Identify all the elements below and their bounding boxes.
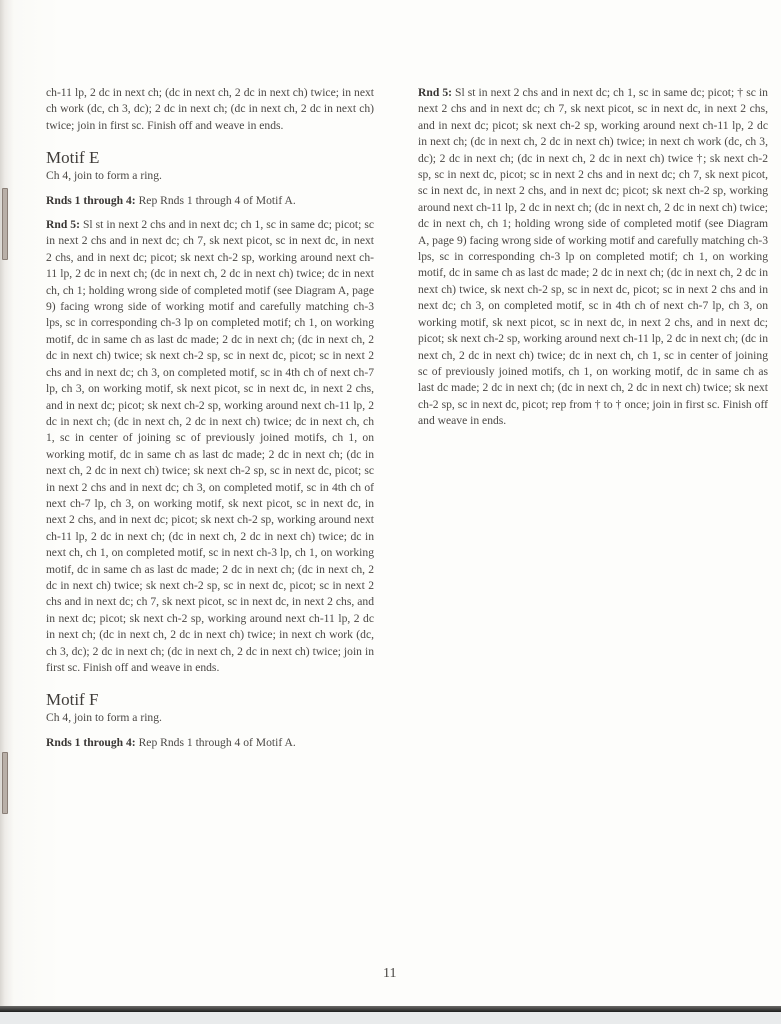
rnd5-text: Sl st in next 2 chs and in next dc; ch 1, sc in same dc; picot; † sc in next 2 chs and in next dc; ch 7, sk next picot, sc in next dc, in next 2 chs, and in next dc; picot; sk next ch-2 sp, working around next ch-11 lp, 2 dc in next ch; (dc in next ch, 2 dc in next ch) twice; in next ch work (dc, ch 3, dc); 2 dc in next ch; (dc in next ch, 2 dc in next ch) twice †; sk next ch-2 sp, sc in next dc, picot; sc in next 2 chs and in next dc; ch 7, sk next picot, sc in next dc, in next 2 chs, and in next dc; picot; sk next ch-2 sp, working around next ch-11 lp, 2 dc in next ch; (dc in next ch, 2 dc in next ch) twice; dc in next ch, ch 1; holding wrong side of completed motif (see Diagram A, page 9) facing wrong side of working motif and carefully matching ch-3 lps, sc in corresponding ch-3 lp on completed motif; ch 1, on working motif, dc in same ch as last dc made; 2 dc in next ch; (dc in next ch, 2 dc in next ch) twice, sk next ch-2 sp, sc in next dc, picot; sc in next 2 chs and in next dc; ch 3, on completed motif, sc in 4th ch of next ch-7 lp, ch 3, on working motif, sk next picot, sc in next dc, in next 2 chs, and in next dc; picot; sk next ch-2 sp, working around next ch-11 lp, 2 dc in next ch; (dc in next ch, 2 dc in next ch) twice; dc in next ch, ch 1, sc in center of joining sc of previously joined motifs, ch 1, on working motif, dc in same ch as last dc made; 2 dc in next ch; (dc in next ch, 2 dc in next ch) twice; sk next ch-2 sp, sc in next dc, picot; rep from † to † once; join in first sc. Finish off and weave in ends.	[418, 86, 768, 428]
rnds-text: Rep Rnds 1 through 4 of Motif A.	[135, 193, 296, 207]
scanner-background	[0, 1012, 781, 1024]
rnd5-label: Rnd 5:	[418, 86, 452, 99]
motif-f-ring-instruction: Ch 4, join to form a ring.	[46, 711, 162, 725]
rnds-label: Rnds 1 through 4:	[46, 735, 136, 749]
motif-e-ring-instruction: Ch 4, join to form a ring.	[46, 169, 162, 183]
motif-f-rnds-1-4	[46, 735, 374, 751]
motif-e-heading: Motif E	[46, 148, 100, 168]
staple	[2, 188, 8, 260]
rnd5-label: Rnd 5:	[46, 218, 80, 232]
right-column	[418, 85, 768, 430]
motif-f-rnd-5	[418, 85, 768, 430]
motif-f-heading: Motif F	[46, 690, 99, 710]
rnd5-text: Sl st in next 2 chs and in next dc; ch 1, sc in same dc; picot; sc in next 2 chs and in next dc; ch 7, sk next picot, sc in next dc, in next 2 chs, and in next dc; picot; sk next ch-2 sp, working around next ch-11 lp, 2 dc in next ch; (dc in next ch, 2 dc in next ch) twice; dc in next ch, ch 1; holding wrong side of completed motif (see Diagram A, page 9) facing wrong side of working motif and carefully matching ch-3 lps, sc in corresponding ch-3 lp on completed motif; ch 1, on working motif, dc in same ch as last dc made; 2 dc in next ch; (dc in next ch, 2 dc in next ch) twice; sk next ch-2 sp, sc in next dc, picot; sc in next 2 chs and in next dc; ch 3, on completed motif, sc in 4th ch of next ch-7 lp, ch 3, on working motif, sk next picot, sc in next dc, in next 2 chs, and in next dc; picot; sk next ch-2 sp, working around next ch-11 lp, 2 dc in next ch; (dc in next ch, 2 dc in next ch) twice; dc in next ch, ch 1, sc in center of joining sc of previously joined motifs, ch 1, on working motif, dc in same ch as last dc made; 2 dc in next ch; (dc in next ch, 2 dc in next ch) twice; sk next ch-2 sp, sc in next dc, picot; sc in next 2 chs and in next dc; ch 3, on completed motif, sc in 4th ch of next ch-7 lp, ch 3, on working motif, sk next picot, sc in next dc, in next 2 chs, and in next dc; picot; sk next ch-2 sp, working around next ch-11 lp, 2 dc in next ch; (dc in next ch, 2 dc in next ch) twice; dc in next ch, ch 1, on completed motif, sc in next ch-3 lp, ch 1, on working motif, dc in same ch as last dc made; 2 dc in next ch; (dc in next ch, 2 dc in next ch) twice; sk next ch-2 sp, sc in next dc, picot; sc in next 2 chs and in next dc; ch 7, sk next picot, sc in next dc, in next 2 chs, and in next dc; picot; sk next ch-2 sp, working around next ch-11 lp, 2 dc in next ch; (dc in next ch, 2 dc in next ch) twice; in next ch work (dc, ch 3, dc); 2 dc in next ch; (dc in next ch, 2 dc in next ch) twice; join in first sc. Finish off and weave in ends.	[46, 218, 374, 674]
motif-e-rnd-5	[46, 217, 374, 676]
staple	[2, 752, 8, 814]
page-number: 11	[383, 966, 397, 981]
rnds-text: Rep Rnds 1 through 4 of Motif A.	[135, 735, 296, 749]
motif-e-rnds-1-4	[46, 193, 374, 209]
motif-d-ending-paragraph: ch-11 lp, 2 dc in next ch; (dc in next ch, 2 dc in next ch) twice; in next ch work (dc, ch 3, dc); 2 dc in next ch; (dc in next ch, 2 dc in next ch) twice; join in first sc. Finish off and weave in ends.	[46, 86, 374, 132]
left-column	[46, 85, 374, 751]
rnds-label: Rnds 1 through 4:	[46, 193, 136, 207]
